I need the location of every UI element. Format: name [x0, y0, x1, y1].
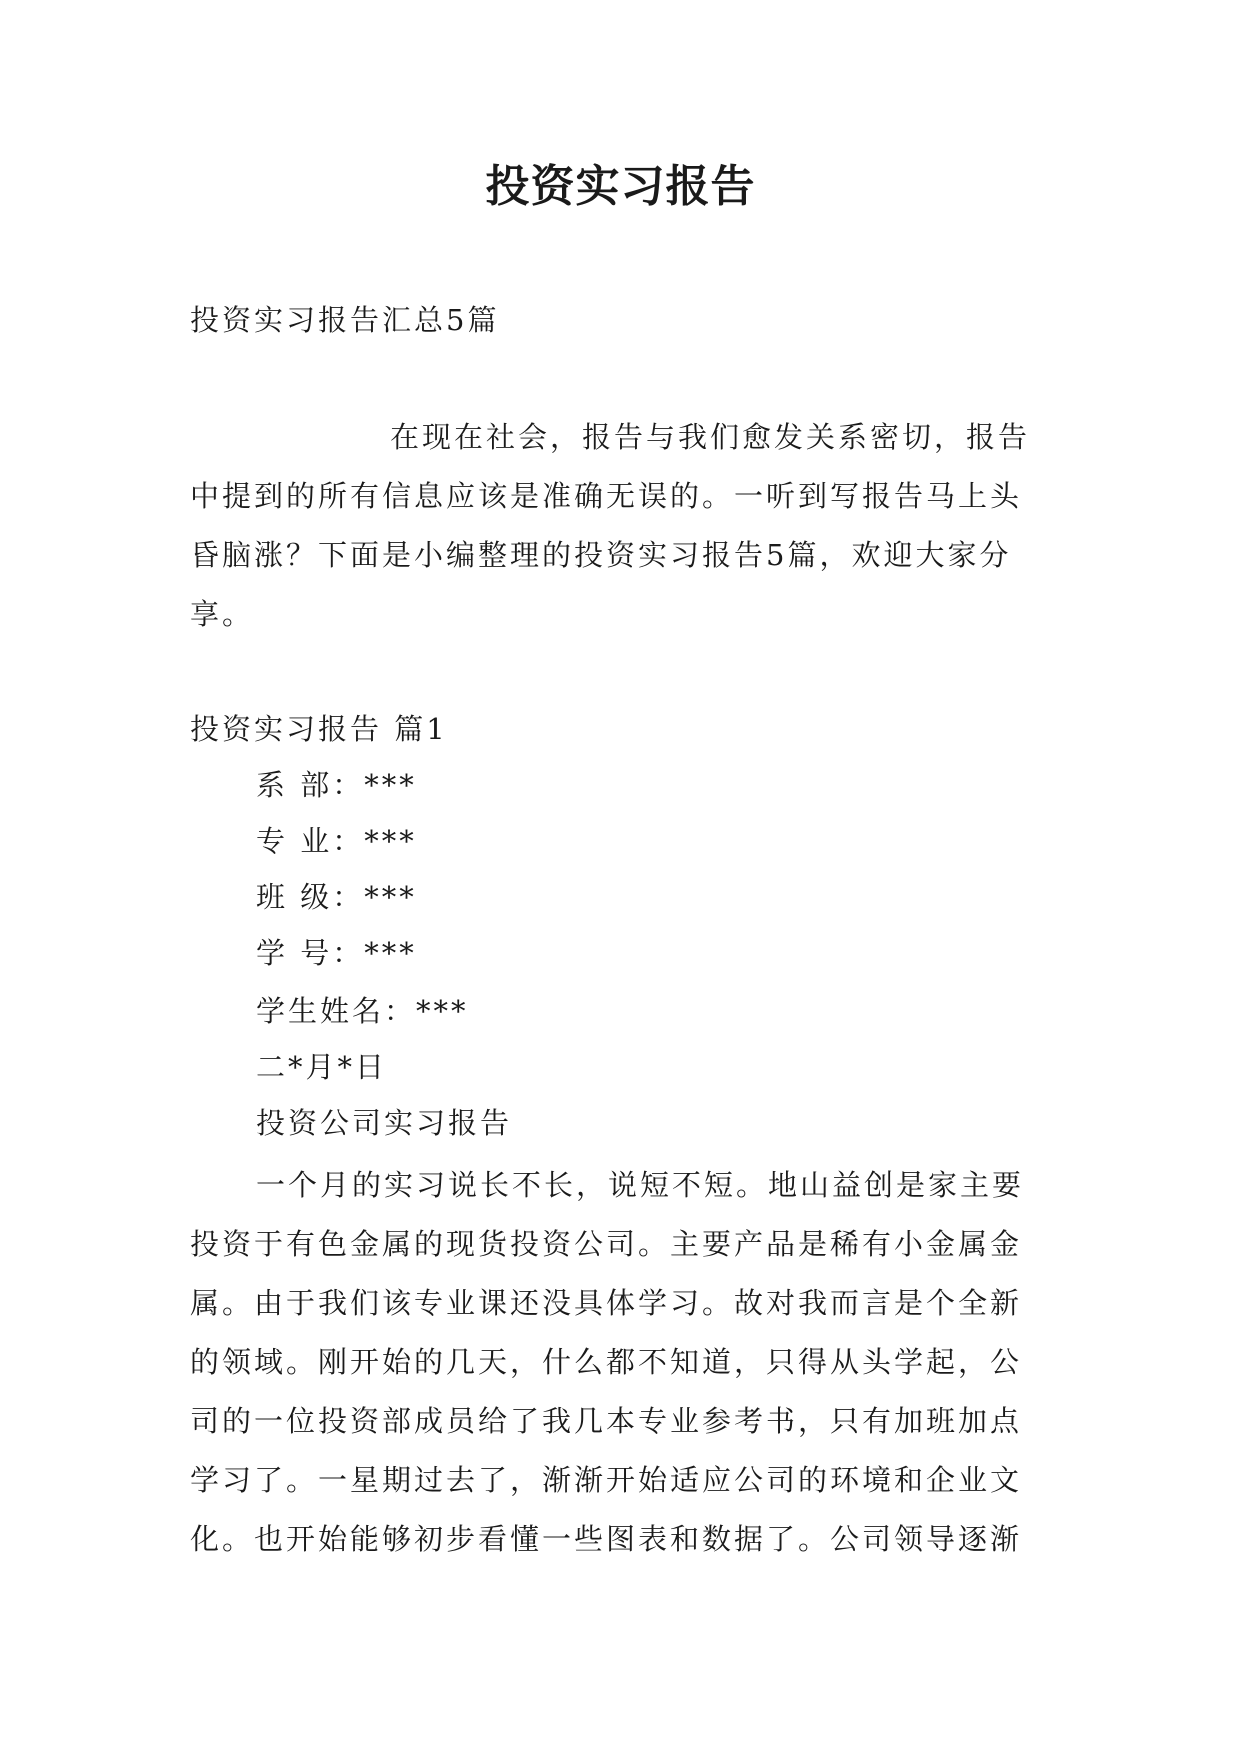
- meta-report-title: 投资公司实习报告: [256, 1106, 513, 1140]
- body-line: 化。也开始能够初步看懂一些图表和数据了。公司领导逐渐: [190, 1522, 1023, 1556]
- body-line: 投资于有色金属的现货投资公司。主要产品是稀有小金属金: [190, 1227, 1023, 1261]
- intro-line: 在现在社会，报告与我们愈发关系密切，报告: [390, 420, 1031, 454]
- meta-date: 二*月*日: [256, 1050, 388, 1084]
- body-line: 学习了。一星期过去了，渐渐开始适应公司的环境和企业文: [190, 1463, 1023, 1497]
- body-line: 司的一位投资部成员给了我几本专业参考书，只有加班加点: [190, 1404, 1023, 1438]
- body-line: 属。由于我们该专业课还没具体学习。故对我而言是个全新: [190, 1286, 1023, 1320]
- intro-line: 中提到的所有信息应该是准确无误的。一听到写报告马上头: [190, 479, 1023, 513]
- meta-student-name: 学生姓名：***: [256, 994, 469, 1028]
- meta-major: 专 业：***: [256, 824, 417, 858]
- section-heading: 投资实习报告 篇1: [190, 712, 448, 746]
- body-line: 的领域。刚开始的几天，什么都不知道，只得从头学起，公: [190, 1345, 1023, 1379]
- meta-class: 班 级：***: [256, 880, 417, 914]
- intro-line: 昏脑涨？下面是小编整理的投资实习报告5篇，欢迎大家分: [190, 538, 1012, 572]
- meta-student-id: 学 号：***: [256, 936, 417, 970]
- document-subtitle: 投资实习报告汇总5篇: [190, 303, 500, 337]
- body-line: 一个月的实习说长不长，说短不短。地山益创是家主要: [256, 1168, 1025, 1202]
- meta-department: 系 部：***: [256, 768, 417, 802]
- document-title: 投资实习报告: [485, 161, 756, 212]
- intro-line: 享。: [190, 597, 255, 631]
